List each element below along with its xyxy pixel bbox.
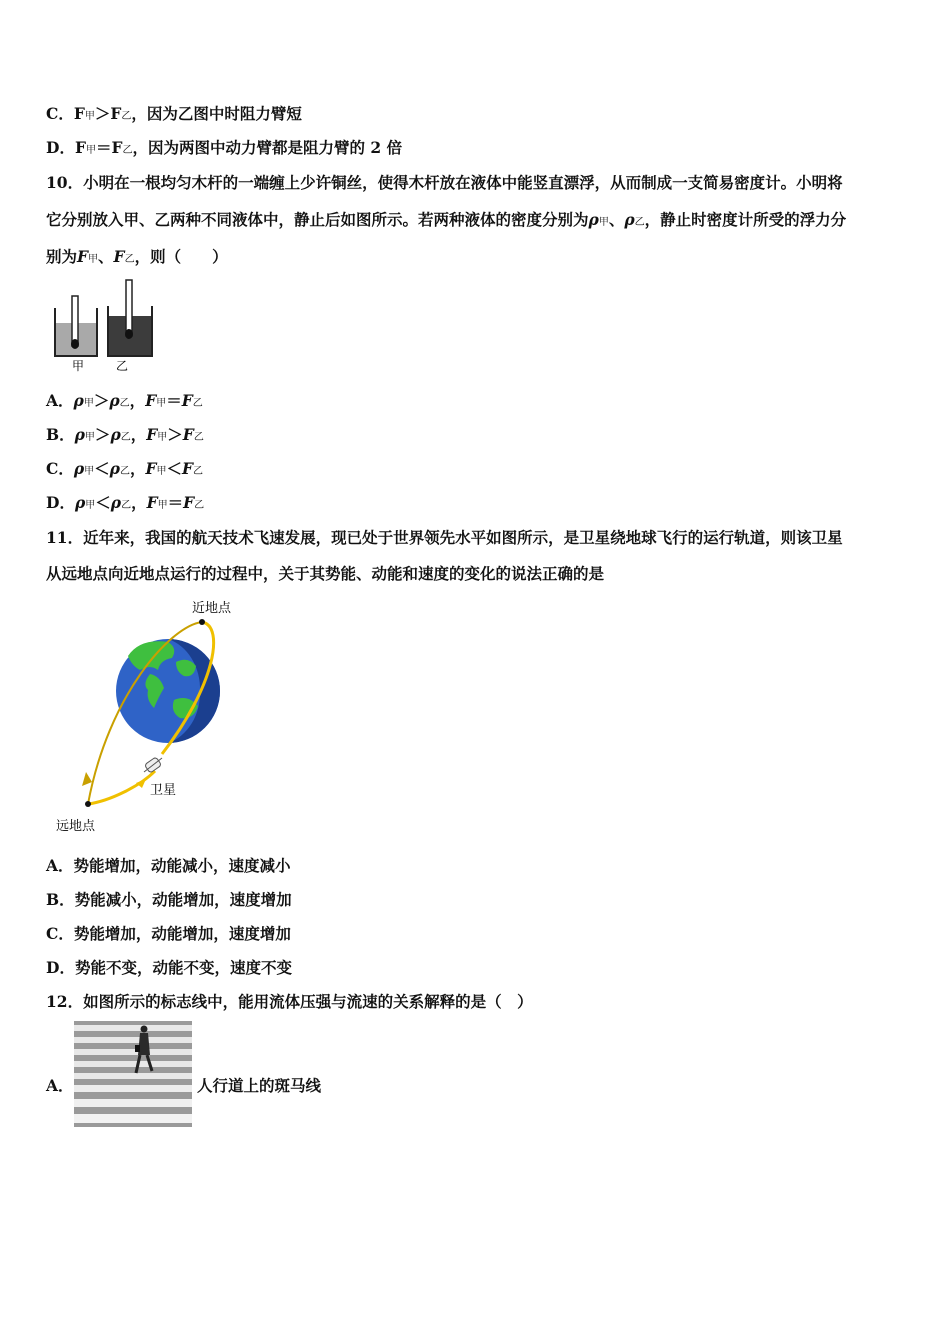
q11-option-c: C．势能增加，动能增加，速度增加 <box>46 924 291 943</box>
q11-option-d: D．势能不变，动能不变，速度不变 <box>46 958 292 977</box>
satellite-icon <box>144 757 162 773</box>
q10-option-d: D．ρ甲＜ρ乙，F甲＝F乙 <box>46 493 205 512</box>
hydrometer-jia <box>72 296 78 346</box>
q12-stem: 12．如图所示的标志线中，能用流体压强与流速的关系解释的是（ ） <box>46 992 533 1011</box>
q10-option-a: A．ρ甲＞ρ乙，F甲＝F乙 <box>46 391 203 410</box>
q12-option-a-label: A． <box>46 1076 74 1095</box>
apogee-dot <box>85 801 91 807</box>
q11-stem-line1: 11．近年来，我国的航天技术飞速发展，现已处于世界领先水平如图所示，是卫星绕地球飞行的运行轨道，则该卫星 <box>46 528 843 547</box>
zebra-crossing-image <box>74 1021 192 1127</box>
q10-stem-line3: 别为F甲、F乙，则（ ） <box>46 247 228 266</box>
perigee-dot <box>199 619 205 625</box>
q10-stem-line1: 10．小明在一根均匀木杆的一端缠上少许铜丝，使得木杆放在液体中能竖直漂浮，从而制成一支简易密度计。小明将 <box>46 173 843 192</box>
apogee-label: 远地点 <box>56 819 96 834</box>
hydrometer-yi <box>126 280 132 336</box>
q11-stem-line2: 从远地点向近地点运行的过程中，关于其势能、动能和速度的变化的说法正确的是 <box>46 564 605 583</box>
q9-option-d: D．F甲＝F乙，因为两图中动力臂都是阻力臂的 2 倍 <box>46 138 403 157</box>
satellite-label: 卫星 <box>150 783 177 798</box>
q10-stem-line2: 它分别放入甲、乙两种不同液体中，静止后如图所示。若两种液体的密度分别为ρ甲、ρ乙，静止时密度计所受的浮力分 <box>46 210 847 229</box>
q9-option-c: C．F甲＞F乙，因为乙图中时阻力臂短 <box>46 104 302 123</box>
q10-option-b: B．ρ甲＞ρ乙，F甲＞F乙 <box>46 425 204 444</box>
orbit-figure <box>50 596 250 836</box>
q12-option-a-caption: 人行道上的斑马线 <box>197 1077 322 1095</box>
label-jia: 甲 <box>71 359 85 373</box>
hydrometer-figure <box>50 278 160 374</box>
label-yi: 乙 <box>115 359 129 373</box>
q11-option-b: B．势能减小，动能增加，速度增加 <box>46 890 292 909</box>
perigee-label: 近地点 <box>192 601 232 616</box>
q10-option-c: C．ρ甲＜ρ乙，F甲＜F乙 <box>46 459 204 478</box>
q11-option-a: A．势能增加，动能减小，速度减小 <box>46 856 291 875</box>
